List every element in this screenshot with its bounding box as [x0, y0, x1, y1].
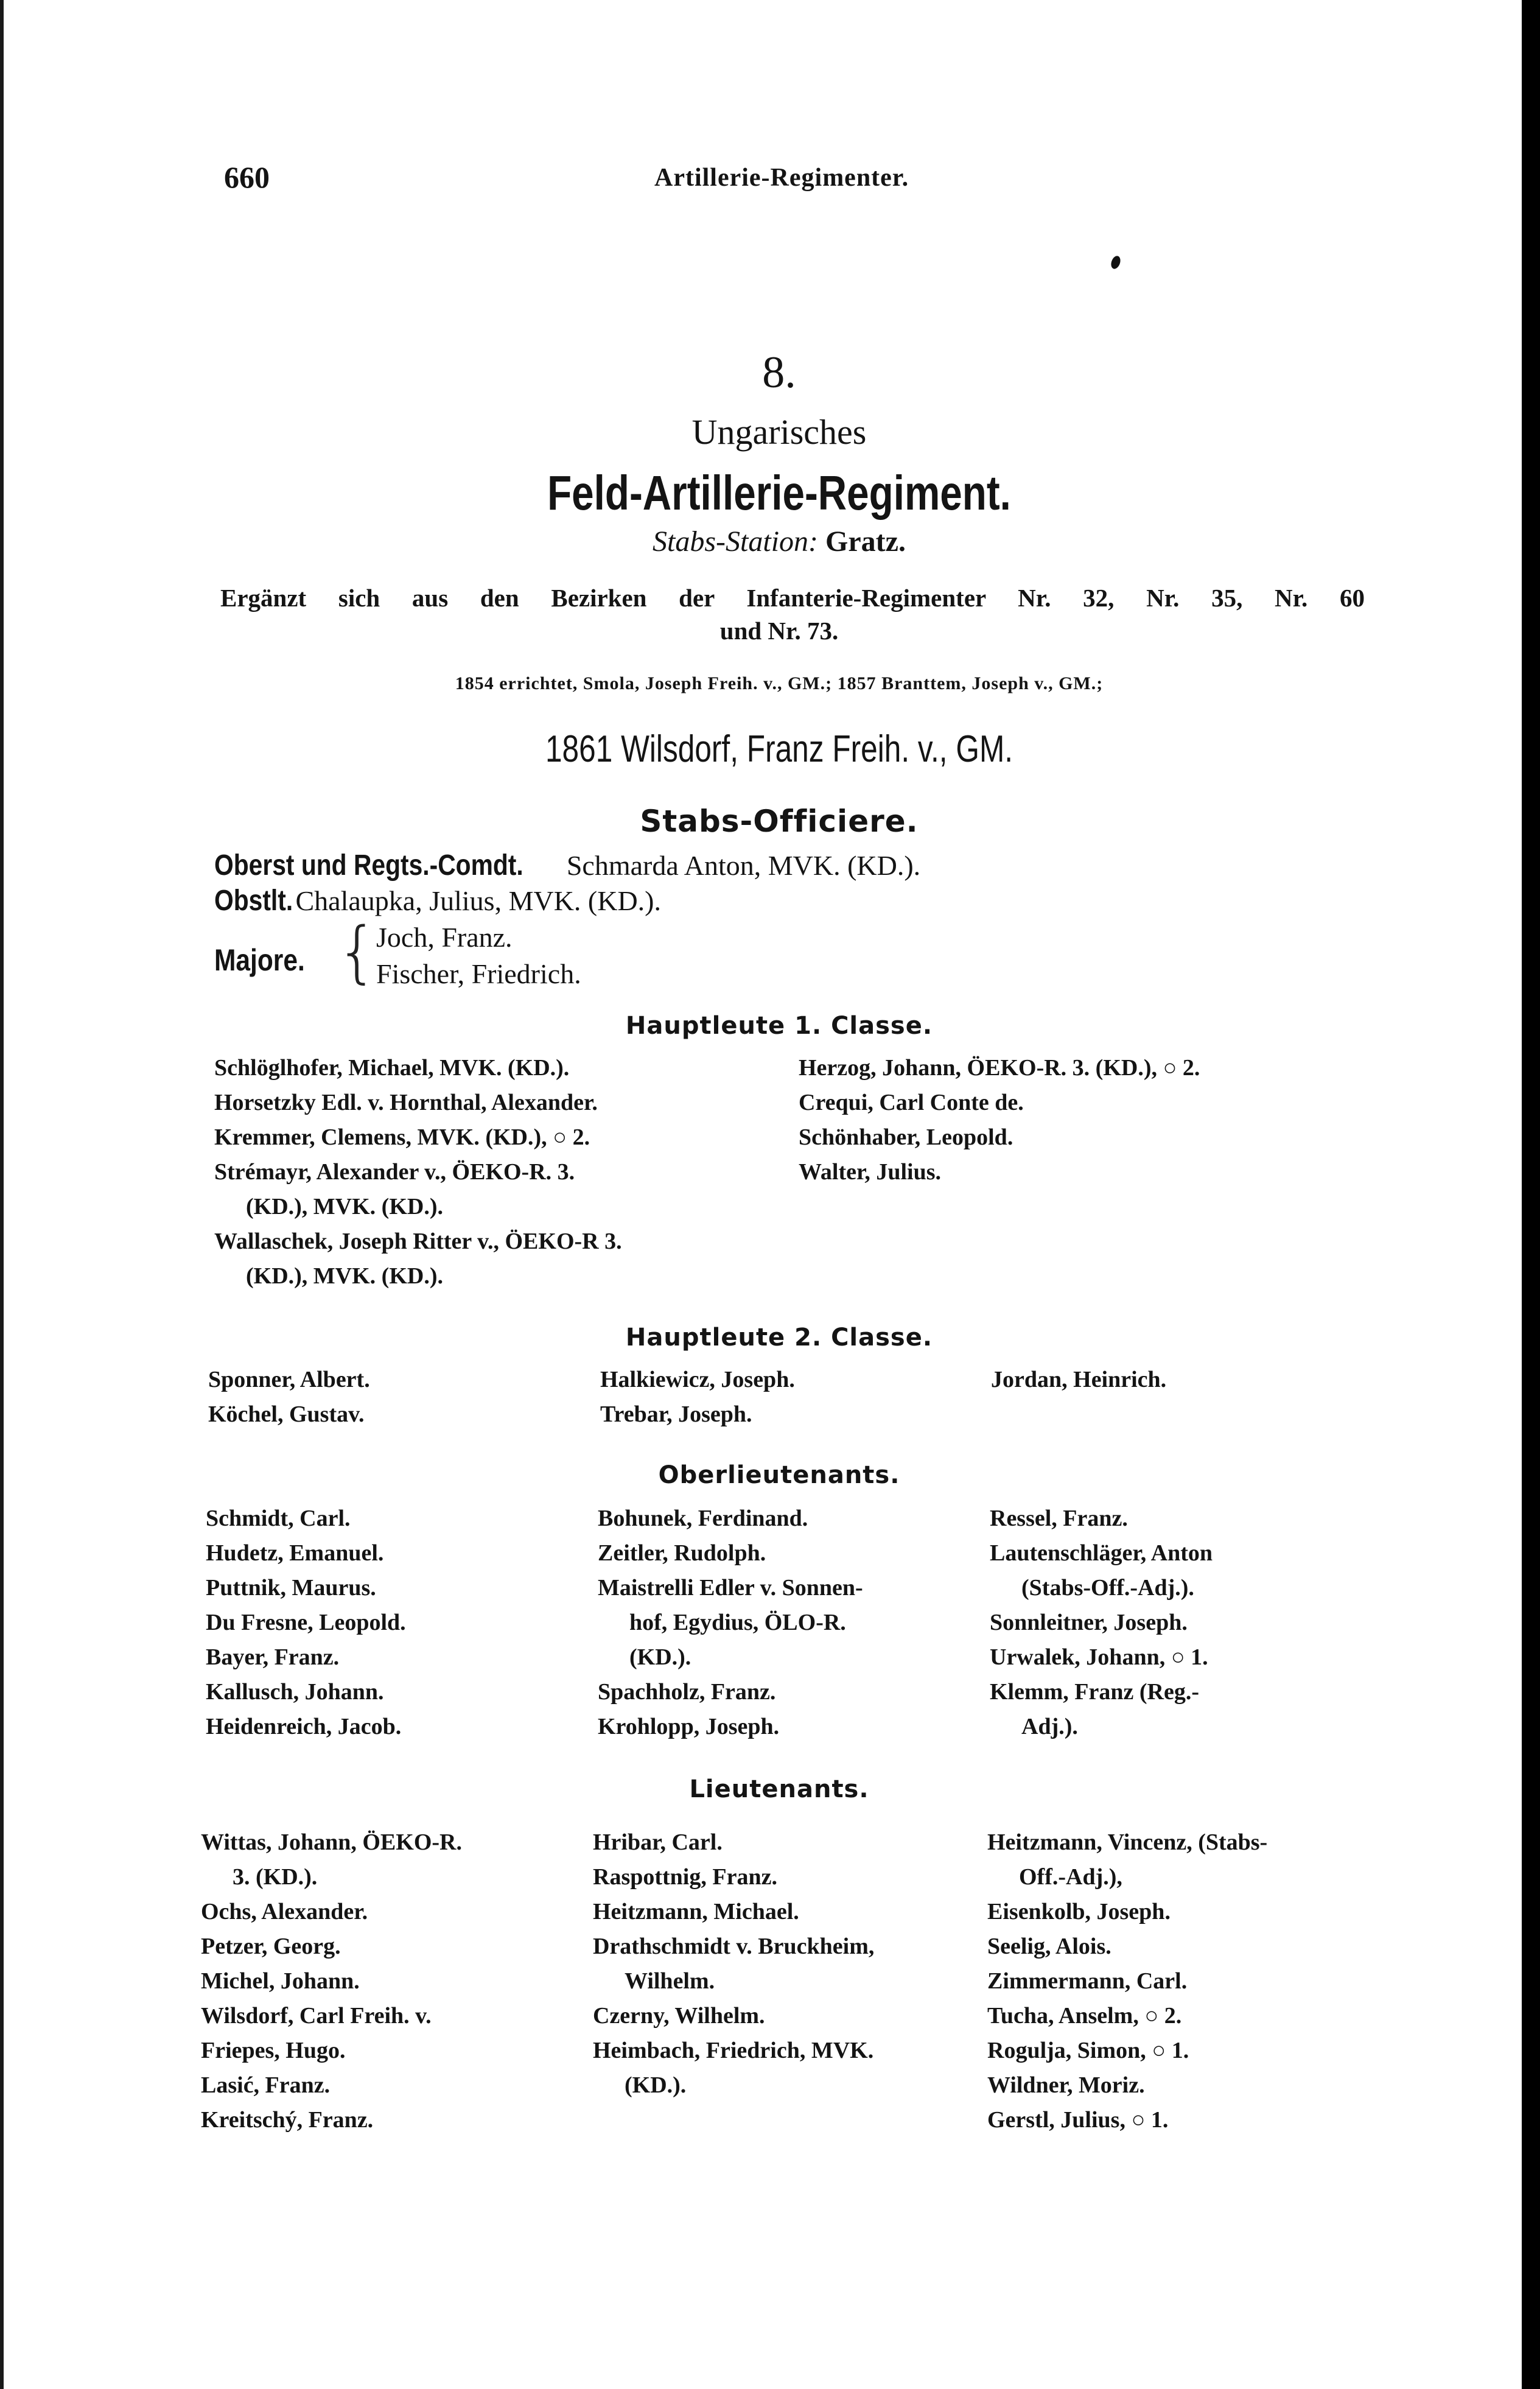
- list-item: Halkiewicz, Joseph.: [600, 1367, 795, 1392]
- running-title: Artillerie-Regimenter.: [654, 164, 909, 192]
- list-item: Heimbach, Friedrich, MVK.: [593, 2038, 874, 2063]
- station-label: Stabs-Station:: [653, 525, 819, 558]
- list-item: Hudetz, Emanuel.: [206, 1540, 384, 1566]
- lieutenants-col-3: [987, 1825, 1267, 2138]
- section-title-lieutenants: Lieutenants.: [689, 1775, 869, 1803]
- staff-station: [183, 525, 1376, 558]
- list-item: Sponner, Albert.: [208, 1367, 370, 1392]
- list-item: hof, Egydius, ÖLO-R.: [629, 1610, 846, 1635]
- first-lieutenants-col-1: [206, 1501, 406, 1744]
- list-item: Lasić, Franz.: [201, 2072, 331, 2098]
- list-item: Krohlopp, Joseph.: [598, 1714, 780, 1739]
- obstlt-name: Chalaupka, Julius, MVK. (KD.).: [295, 885, 661, 916]
- list-item: Urwalek, Johann, ○ 1.: [990, 1644, 1208, 1670]
- list-item: Puttnik, Maurus.: [206, 1575, 376, 1601]
- list-item: Spachholz, Franz.: [598, 1679, 776, 1705]
- list-item: (Stabs-Off.-Adj.).: [1021, 1575, 1194, 1601]
- list-item: Wilsdorf, Carl Freih. v.: [201, 2003, 432, 2029]
- list-item: Crequi, Carl Conte de.: [799, 1090, 1024, 1115]
- list-item: (KD.).: [625, 2072, 687, 2098]
- list-item: Wildner, Moriz.: [987, 2072, 1145, 2098]
- list-item: Zeitler, Rudolph.: [598, 1540, 766, 1566]
- list-item: Bayer, Franz.: [206, 1644, 340, 1670]
- list-item: Drathschmidt v. Bruckheim,: [593, 1934, 875, 1959]
- list-item: Lautenschläger, Anton: [990, 1540, 1213, 1566]
- section-title-staff-officers: Stabs-Officiere.: [640, 804, 919, 839]
- list-item: Ochs, Alexander.: [201, 1899, 368, 1924]
- list-item: Hribar, Carl.: [593, 1829, 723, 1855]
- list-item: 3. (KD.).: [233, 1864, 318, 1890]
- list-item: Ressel, Franz.: [990, 1506, 1128, 1531]
- list-item: Horsetzky Edl. v. Hornthal, Alexander.: [214, 1090, 598, 1115]
- list-item: Off.-Adj.),: [1019, 1864, 1122, 1890]
- list-item: (KD.), MVK. (KD.).: [246, 1194, 443, 1219]
- ink-speck: [1110, 254, 1122, 270]
- list-item: Herzog, Johann, ÖEKO-R. 3. (KD.), ○ 2.: [799, 1055, 1200, 1081]
- list-item: Schlöglhofer, Michael, MVK. (KD.).: [214, 1055, 570, 1081]
- list-item: Klemm, Franz (Reg.-: [990, 1679, 1199, 1705]
- list-item: Wallaschek, Joseph Ritter v., ÖEKO-R 3.: [214, 1229, 622, 1254]
- lieutenants-col-1: [201, 1825, 462, 2138]
- list-item: Kremmer, Clemens, MVK. (KD.), ○ 2.: [214, 1124, 590, 1150]
- list-item: Wilhelm.: [625, 1968, 715, 1994]
- list-item: Bohunek, Ferdinand.: [598, 1506, 808, 1531]
- lieutenants-col-2: [593, 1825, 874, 2103]
- list-item: Rogulja, Simon, ○ 1.: [987, 2038, 1189, 2063]
- brace-glyph: {: [336, 913, 379, 991]
- section-title-first-lieutenants: Oberlieutenants.: [658, 1461, 900, 1489]
- list-item: Raspottnig, Franz.: [593, 1864, 777, 1890]
- list-item: Heitzmann, Vincenz, (Stabs-: [987, 1829, 1268, 1855]
- list-item: Eisenkolb, Joseph.: [987, 1899, 1171, 1924]
- list-item: (KD.).: [629, 1644, 691, 1670]
- section-title-captains-2nd: Hauptleute 2. Classe.: [625, 1324, 933, 1352]
- oberst-row: [214, 849, 920, 882]
- list-item: Jordan, Heinrich.: [991, 1367, 1167, 1392]
- list-item: Trebar, Joseph.: [600, 1401, 752, 1427]
- obstlt-rank: Obstlt.: [214, 885, 293, 917]
- list-item: Friepes, Hugo.: [201, 2038, 346, 2063]
- captains-1st-col-1: [214, 1051, 622, 1294]
- list-item: Czerny, Wilhelm.: [593, 2003, 765, 2029]
- captains-2nd-col-3: [991, 1363, 1166, 1397]
- captains-2nd-col-2: [600, 1363, 795, 1432]
- list-item: Maistrelli Edler v. Sonnen-: [598, 1575, 863, 1601]
- list-item: Köchel, Gustav.: [208, 1401, 365, 1427]
- regiment-name: Feld-Artillerie-Regiment.: [547, 466, 1011, 520]
- regiment-number: 8.: [762, 348, 796, 398]
- list-item: Heitzmann, Michael.: [593, 1899, 799, 1924]
- first-lieutenants-col-3: [990, 1501, 1213, 1744]
- captains-2nd-col-1: [208, 1363, 370, 1432]
- list-item: Sonnleitner, Joseph.: [990, 1610, 1188, 1635]
- list-item: Kallusch, Johann.: [206, 1679, 384, 1705]
- list-item: Michel, Johann.: [201, 1968, 360, 1994]
- recruitment-line-1: Ergänzt sich aus den Bezirken der Infanterie-Regimenter Nr. 32, Nr. 35, Nr. 60: [220, 584, 1365, 612]
- major-name: Joch, Franz.: [376, 922, 513, 953]
- list-item: Wittas, Johann, ÖEKO-R.: [201, 1829, 462, 1855]
- station-value: Gratz.: [825, 525, 906, 558]
- list-item: Adj.).: [1021, 1714, 1078, 1739]
- list-item: Gerstl, Julius, ○ 1.: [987, 2107, 1169, 2133]
- scan-edge-right: [1522, 0, 1540, 2389]
- oberst-rank: Oberst und Regts.-Comdt.: [214, 849, 523, 882]
- recruitment-line-2: und Nr. 73.: [719, 617, 839, 645]
- list-item: Zimmermann, Carl.: [987, 1968, 1188, 1994]
- first-lieutenants-col-2: [598, 1501, 863, 1744]
- list-item: (KD.), MVK. (KD.).: [246, 1263, 443, 1289]
- majore-label: Majore.: [214, 943, 305, 977]
- page-number: 660: [224, 160, 270, 194]
- obstlt-row: [214, 884, 661, 917]
- list-item: Heidenreich, Jacob.: [206, 1714, 402, 1739]
- list-item: Kreitschý, Franz.: [201, 2107, 374, 2133]
- list-item: Walter, Julius.: [799, 1159, 942, 1185]
- list-item: Petzer, Georg.: [201, 1934, 341, 1959]
- captains-1st-col-2: [799, 1051, 1200, 1190]
- majore-list: [376, 919, 581, 992]
- regiment-history: 1854 errichtet, Smola, Joseph Freih. v., GM.; 1857 Branttem, Joseph v., GM.;: [455, 673, 1104, 693]
- oberst-name: Schmarda Anton, MVK. (KD.).: [566, 850, 921, 881]
- list-item: Seelig, Alois.: [987, 1934, 1111, 1959]
- list-item: Schmidt, Carl.: [206, 1506, 351, 1531]
- list-item: Tucha, Anselm, ○ 2.: [987, 2003, 1182, 2029]
- regiment-owner: 1861 Wilsdorf, Franz Freih. v., GM.: [545, 728, 1013, 770]
- scan-edge-left: [0, 0, 4, 2389]
- list-item: Strémayr, Alexander v., ÖEKO-R. 3.: [214, 1159, 575, 1185]
- section-title-captains-1st: Hauptleute 1. Classe.: [625, 1012, 933, 1040]
- major-name: Fischer, Friedrich.: [376, 958, 581, 989]
- regiment-nation: Ungarisches: [691, 412, 867, 452]
- list-item: Schönhaber, Leopold.: [799, 1124, 1013, 1150]
- list-item: Du Fresne, Leopold.: [206, 1610, 406, 1635]
